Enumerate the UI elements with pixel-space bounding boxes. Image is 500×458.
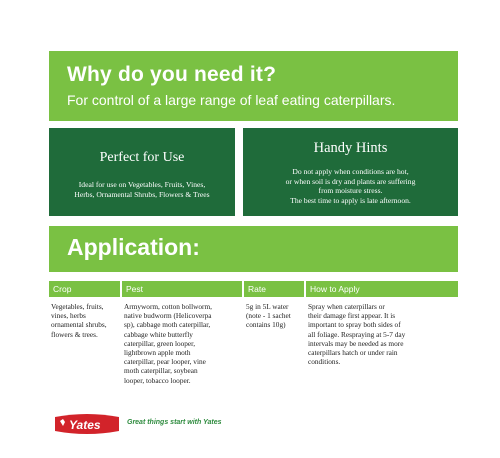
- application-table-header: [49, 281, 458, 297]
- perfect-for-use-text: [49, 180, 235, 199]
- application-title: Application:: [67, 234, 200, 260]
- text-line: Armyworm, cotton bollworm,: [124, 302, 212, 311]
- why-subtitle: For control of a large range of leaf eating caterpillars.: [67, 92, 396, 108]
- text-line: ornamental shrubs,: [51, 320, 107, 330]
- handy-hints-box: [243, 128, 458, 216]
- text-line: sp), cabbage moth caterpillar,: [124, 320, 211, 330]
- text-line: 5g in 5L water: [246, 302, 289, 311]
- text-line: their damage first appear. It is: [308, 311, 396, 321]
- text-line: cabbage white butterfly: [124, 329, 193, 339]
- tagline: Great things start with Yates: [127, 419, 222, 426]
- header-pest: Pest: [122, 281, 242, 297]
- handy-hints-text: [243, 167, 458, 205]
- cell-pest: [124, 302, 212, 385]
- logo-brand-text: Yates: [69, 418, 101, 432]
- text-line: contains 10g): [246, 320, 286, 330]
- text-line: (note - 1 sachet: [246, 311, 291, 321]
- text-line: Vegetables, fruits,: [51, 302, 104, 311]
- text-line: moth caterpillar, soybean: [124, 366, 198, 376]
- text-line: conditions.: [308, 357, 341, 367]
- text-line: from moisture stress.: [318, 186, 383, 196]
- text-line: looper, tobacco looper.: [124, 375, 191, 385]
- text-line: The best time to apply is late afternoon.: [290, 195, 411, 205]
- why-banner: [49, 51, 458, 121]
- yates-logo: [53, 413, 121, 435]
- cell-rate: [246, 302, 291, 330]
- text-line: flowers & trees.: [51, 329, 98, 339]
- text-line: Ideal for use on Vegetables, Fruits, Vines,: [78, 180, 206, 189]
- cell-crop: [51, 302, 107, 339]
- text-line: or when soil is dry and plants are suffering: [285, 176, 416, 186]
- text-line: Herbs, Ornamental Shrubs, Flowers & Trees: [74, 189, 210, 199]
- text-line: caterpillars hatch or under rain: [308, 348, 398, 358]
- text-line: intervals may be needed as more: [308, 338, 404, 348]
- cell-how-to-apply: [308, 302, 405, 366]
- text-line: Spray when caterpillars or: [308, 302, 385, 311]
- text-line: all foliage. Respraying at 5-7 day: [308, 329, 406, 339]
- text-line: native budworm (Helicoverpa: [124, 311, 212, 321]
- perfect-for-use-title: Perfect for Use: [99, 150, 185, 165]
- text-line: lightbrown apple moth: [124, 348, 191, 358]
- text-line: vines, herbs: [51, 311, 86, 321]
- text-line: caterpillar, green looper,: [124, 338, 196, 348]
- yates-logo-graphic: [53, 413, 121, 435]
- perfect-for-use-box: [49, 128, 235, 216]
- handy-hints-title: Handy Hints: [313, 140, 388, 156]
- header-how-to-apply: How to Apply: [306, 281, 458, 297]
- application-banner: [49, 226, 458, 272]
- header-crop: Crop: [49, 281, 120, 297]
- header-rate: Rate: [244, 281, 304, 297]
- text-line: important to spray both sides of: [308, 320, 401, 330]
- text-line: caterpillar, pear looper, vine: [124, 357, 206, 367]
- why-title: Why do you need it?: [67, 63, 277, 86]
- text-line: Do not apply when conditions are hot,: [292, 167, 409, 176]
